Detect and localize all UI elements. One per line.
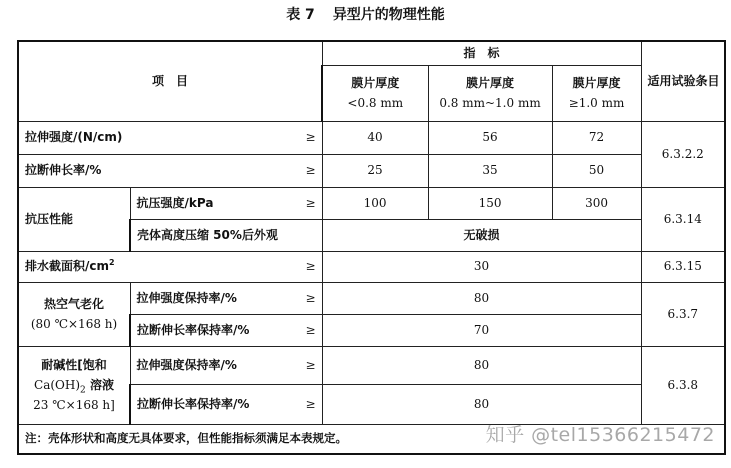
range-3: ≥1.0 mm (568, 96, 625, 110)
ge-symbol: ≥ (305, 259, 316, 273)
elongation-label: 拉断伸长率/% (25, 163, 102, 177)
heat-tensile-label: 拉伸强度保持率/% (136, 290, 237, 305)
thickness-label-3: 膜片厚度 (572, 76, 621, 90)
table-number: 表 7 (286, 7, 315, 23)
alkali-elong-value: 80 (322, 384, 641, 424)
drainage-label-cell (18, 251, 322, 282)
compression-value-2: 150 (428, 187, 552, 219)
clause-alkali: 6.3.8 (641, 346, 725, 424)
header-range-1 (322, 65, 428, 121)
watermark: 知乎 @tel15366215472 (485, 424, 715, 446)
ge-symbol: ≥ (305, 396, 316, 411)
heat-elong-label-cell (130, 314, 322, 346)
properties-table (17, 40, 726, 455)
row-heat-tensile (18, 282, 725, 314)
row-elongation (18, 154, 725, 187)
tensile-value-3: 72 (552, 121, 641, 154)
clause-tensile-elong: 6.3.2.2 (641, 121, 725, 187)
header-range-2 (428, 65, 552, 121)
tensile-label: 拉伸强度/(N/cm) (25, 130, 123, 144)
header-index: 指 标 (322, 41, 641, 65)
row-tensile (18, 121, 725, 154)
clause-compression: 6.3.14 (641, 187, 725, 251)
alkali-tensile-label: 拉伸强度保持率/% (136, 357, 237, 372)
row-alkali-tensile (18, 346, 725, 384)
alkali-tensile-value: 80 (322, 346, 641, 384)
compression-strength-label: 抗压强度/kPa (136, 195, 214, 210)
clause-drainage: 6.3.15 (641, 251, 725, 282)
clause-heat-aging: 6.3.7 (641, 282, 725, 346)
table-caption (0, 4, 731, 24)
header-item: 项 目 (18, 41, 322, 121)
row-compression-strength (18, 187, 725, 219)
tensile-value-2: 56 (428, 121, 552, 154)
alkali-elong-label-cell (130, 384, 322, 424)
heat-elong-value: 70 (322, 314, 641, 346)
thickness-label-1: 膜片厚度 (351, 76, 400, 90)
elongation-value-1: 25 (322, 154, 428, 187)
range-2: 0.8 mm~1.0 mm (439, 96, 541, 110)
header-range-3 (552, 65, 641, 121)
tensile-label-cell (18, 121, 322, 154)
compression-value-1: 100 (322, 187, 428, 219)
appearance-label: 壳体高度压缩 50%后外观 (130, 219, 322, 251)
compression-group: 抗压性能 (18, 187, 130, 251)
alkali-elong-label: 拉断伸长率保持率/% (137, 396, 250, 411)
header-row-1 (18, 41, 725, 65)
alkali-group: 耐碱性[饱和 $Ca(OH)_2$ 溶液 23 ℃×168 h] (18, 346, 130, 424)
heat-elong-label: 拉断伸长率保持率/% (137, 322, 250, 337)
ge-symbol: ≥ (305, 163, 316, 177)
elongation-label-cell (18, 154, 322, 187)
range-1: <0.8 mm (347, 96, 404, 110)
row-drainage (18, 251, 725, 282)
compression-value-3: 300 (552, 187, 641, 219)
thickness-label-2: 膜片厚度 (466, 76, 515, 90)
header-condition: 适用试验条目 (641, 41, 725, 121)
ge-symbol: ≥ (305, 130, 316, 144)
elongation-value-3: 50 (552, 154, 641, 187)
tensile-value-1: 40 (322, 121, 428, 154)
ge-symbol: ≥ (305, 195, 316, 210)
drainage-label: 排水截面积$/cm^2$ (25, 258, 115, 273)
heat-tensile-value: 80 (322, 282, 641, 314)
elongation-value-2: 35 (428, 154, 552, 187)
compression-strength-label-cell (130, 187, 322, 219)
ge-symbol: ≥ (305, 322, 316, 337)
heat-tensile-label-cell (130, 282, 322, 314)
alkali-tensile-label-cell (130, 346, 322, 384)
heat-aging-group: 热空气老化 (80 ℃×168 h) (18, 282, 130, 346)
appearance-value: 无破损 (322, 219, 641, 251)
table-title: 异型片的物理性能 (332, 7, 445, 23)
ge-symbol: ≥ (305, 357, 316, 372)
table-note: 注：壳体形状和高度无具体要求，但性能指标须满足本表规定。 (18, 424, 725, 454)
drainage-value: 30 (322, 251, 641, 282)
ge-symbol: ≥ (305, 290, 316, 305)
